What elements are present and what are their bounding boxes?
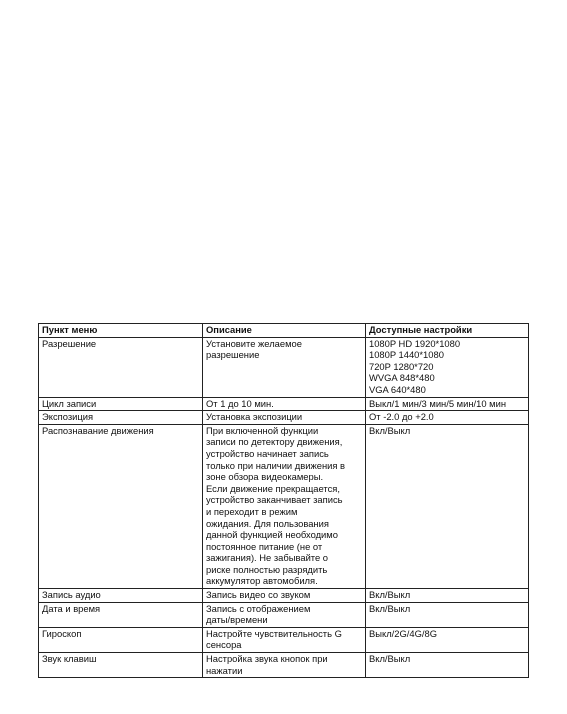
header-available-settings: Доступные настройки — [366, 324, 529, 338]
cell-settings: Вкл/Выкл — [366, 653, 529, 678]
header-row — [39, 324, 529, 338]
cell-menu-item: Экспозиция — [39, 411, 203, 425]
cell-description: Установите желаемое разрешение — [203, 337, 366, 397]
cell-settings: Вкл/Выкл — [366, 602, 529, 627]
cell-description: Установка экспозиции — [203, 411, 366, 425]
cell-description: Запись с отображением даты/времени — [203, 602, 366, 627]
cell-menu-item: Распознавание движения — [39, 424, 203, 588]
header-menu-item: Пункт меню — [39, 324, 203, 338]
cell-menu-item: Цикл записи — [39, 397, 203, 411]
table-row-gyroscope — [39, 627, 529, 652]
table-row-resolution — [39, 337, 529, 397]
cell-menu-item: Разрешение — [39, 337, 203, 397]
cell-description: Настройте чувствительность G сенсора — [203, 627, 366, 652]
cell-settings: От -2.0 до +2.0 — [366, 411, 529, 425]
table-row-date-time — [39, 602, 529, 627]
cell-description: При включенной функции записи по детектору движения, устройство начинает запись только при наличии движения в зоне обзора видеокамеры. Если движение прекращается, устройство заканчивает запись и переходит в режим ожидания. Для пользования данной функцией необходимо постоянное питание (не от зажигания). Не забывайте о риске полностью разрядить аккумулятор автомобиля. — [203, 424, 366, 588]
cell-description: Настройка звука кнопок при нажатии — [203, 653, 366, 678]
cell-settings: 1080P HD 1920*1080 1080P 1440*1080 720P 1280*720 WVGA 848*480 VGA 640*480 — [366, 337, 529, 397]
table-row-key-sound — [39, 653, 529, 678]
cell-menu-item: Гироскоп — [39, 627, 203, 652]
table-row-audio-recording — [39, 589, 529, 603]
cell-settings: Вкл/Выкл — [366, 589, 529, 603]
cell-menu-item: Дата и время — [39, 602, 203, 627]
cell-description: От 1 до 10 мин. — [203, 397, 366, 411]
table-header — [39, 324, 529, 338]
cell-settings: Выкл/1 мин/3 мин/5 мин/10 мин — [366, 397, 529, 411]
cell-menu-item: Звук клавиш — [39, 653, 203, 678]
table-body — [39, 337, 529, 678]
cell-description: Запись видео со звуком — [203, 589, 366, 603]
table-row-exposure — [39, 411, 529, 425]
cell-settings: Выкл/2G/4G/8G — [366, 627, 529, 652]
cell-settings: Вкл/Выкл — [366, 424, 529, 588]
cell-menu-item: Запись аудио — [39, 589, 203, 603]
settings-table — [38, 323, 529, 678]
header-description: Описание — [203, 324, 366, 338]
table-row-motion-detection — [39, 424, 529, 588]
table-row-loop-recording — [39, 397, 529, 411]
